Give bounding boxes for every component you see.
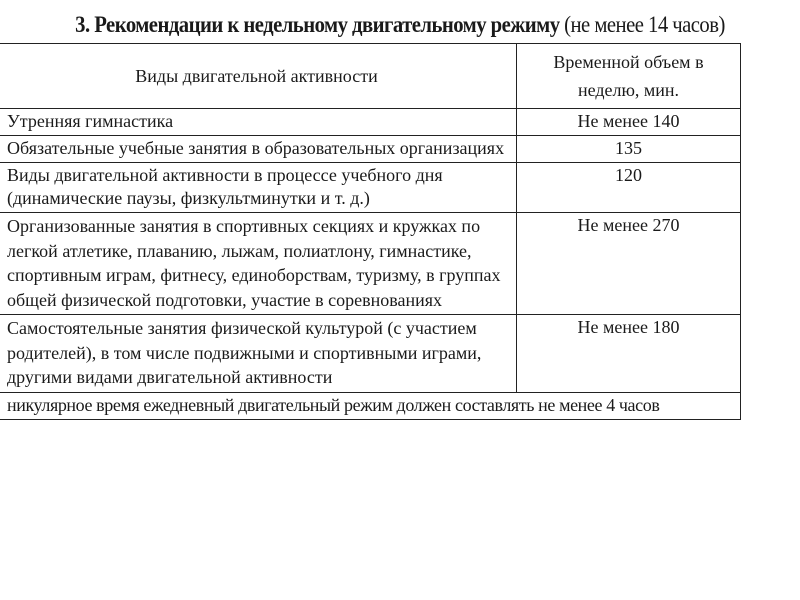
volume-cell: Не менее 140 xyxy=(517,109,741,136)
volume-cell: 135 xyxy=(517,136,741,163)
volume-cell: Не менее 180 xyxy=(517,315,741,393)
table-row xyxy=(0,109,741,136)
activity-cell: Обязательные учебные занятия в образовательных организациях xyxy=(0,136,517,163)
activity-cell: Самостоятельные занятия физической культурой (с участием родителей), в том числе подвижными и спортивными играми, другими видами двигательной активности xyxy=(0,315,517,393)
volume-cell: Не менее 270 xyxy=(517,213,741,315)
footnote-row xyxy=(0,392,741,419)
header-volume: Временной объем в неделю, мин. xyxy=(517,44,741,109)
page-title xyxy=(40,12,760,38)
title-note: (не менее 14 часов) xyxy=(564,12,725,37)
volume-cell: 120 xyxy=(517,163,741,213)
table-row xyxy=(0,163,741,213)
table-header-row xyxy=(0,44,741,109)
table-row xyxy=(0,136,741,163)
title-main: 3. Рекомендации к недельному двигательному режиму xyxy=(75,12,560,37)
table-row xyxy=(0,213,741,315)
table-row xyxy=(0,315,741,393)
footnote: никулярное время ежедневный двигательный режим должен составлять не менее 4 часов xyxy=(0,392,741,419)
activity-table xyxy=(0,43,741,420)
activity-cell: Утренняя гимнастика xyxy=(0,109,517,136)
header-activity: Виды двигательной активности xyxy=(0,44,517,109)
activity-cell: Организованные занятия в спортивных секциях и кружках по легкой атлетике, плаванию, лыжам, полиатлону, гимнастике, спортивным играм, фитнесу, единоборствам, туризму, в группах общей физической подготовки, участие в соревнованиях xyxy=(0,213,517,315)
activity-cell: Виды двигательной активности в процессе учебного дня (динамические паузы, физкультминутки и т. д.) xyxy=(0,163,517,213)
